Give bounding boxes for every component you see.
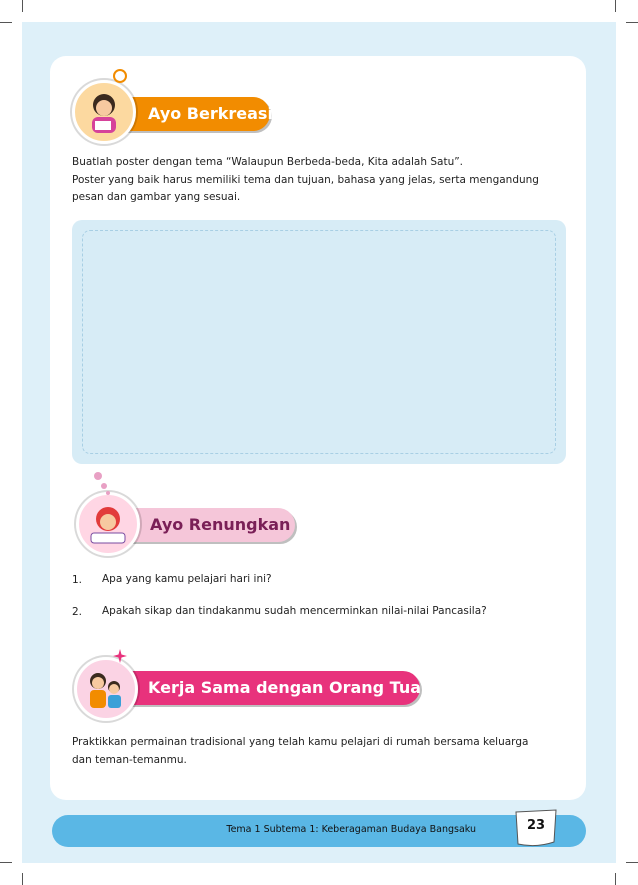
crop-mark [626, 22, 638, 23]
page-tag-icon [512, 808, 560, 848]
decoration-spiral-icon [110, 66, 130, 86]
section-title: Kerja Sama dengan Orang Tua [148, 678, 422, 697]
page-number: 23 [526, 818, 546, 833]
girl-reading-icon [72, 80, 136, 144]
list-item: Apakah sikap dan tindakanmu sudah mencerminkan nilai-nilai Pancasila? [102, 605, 487, 617]
crop-mark [615, 873, 616, 885]
crop-mark [626, 862, 638, 863]
family-icon [74, 657, 138, 721]
text-line: pesan dan gambar yang sesuai. [72, 191, 241, 203]
section1-text [72, 154, 564, 207]
footer-theme-text: Tema 1 Subtema 1: Keberagaman Budaya Bangsaku [226, 824, 476, 835]
text-line: Praktikkan permainan tradisional yang telah kamu pelajari di rumah bersama keluarga [72, 736, 529, 748]
section-title: Ayo Berkreasi [148, 104, 273, 123]
text-line: Poster yang baik harus memiliki tema dan tujuan, bahasa yang jelas, serta mengandung [72, 173, 539, 186]
thought-bubbles-icon [92, 470, 116, 496]
crop-mark [0, 862, 12, 863]
list-number: 1. [72, 574, 83, 586]
list-number: 2. [72, 606, 83, 618]
section-title: Ayo Renungkan [150, 515, 291, 534]
section3-text [72, 734, 564, 769]
crop-mark [0, 22, 12, 23]
crop-mark [615, 0, 616, 12]
poster-drawing-frame [82, 230, 556, 454]
text-line: dan teman-temanmu. [72, 753, 187, 766]
poster-drawing-area[interactable] [72, 220, 566, 464]
girl-thinking-icon [76, 492, 140, 556]
section-banner-kerja-sama [90, 671, 420, 705]
sparkle-icon [112, 648, 128, 664]
crop-mark [22, 873, 23, 885]
text-line: Buatlah poster dengan tema “Walaupun Berbeda-beda, Kita adalah Satu”. [72, 156, 464, 168]
list-item: Apa yang kamu pelajari hari ini? [102, 573, 272, 585]
crop-mark [22, 0, 23, 12]
footer-bar [52, 815, 586, 847]
